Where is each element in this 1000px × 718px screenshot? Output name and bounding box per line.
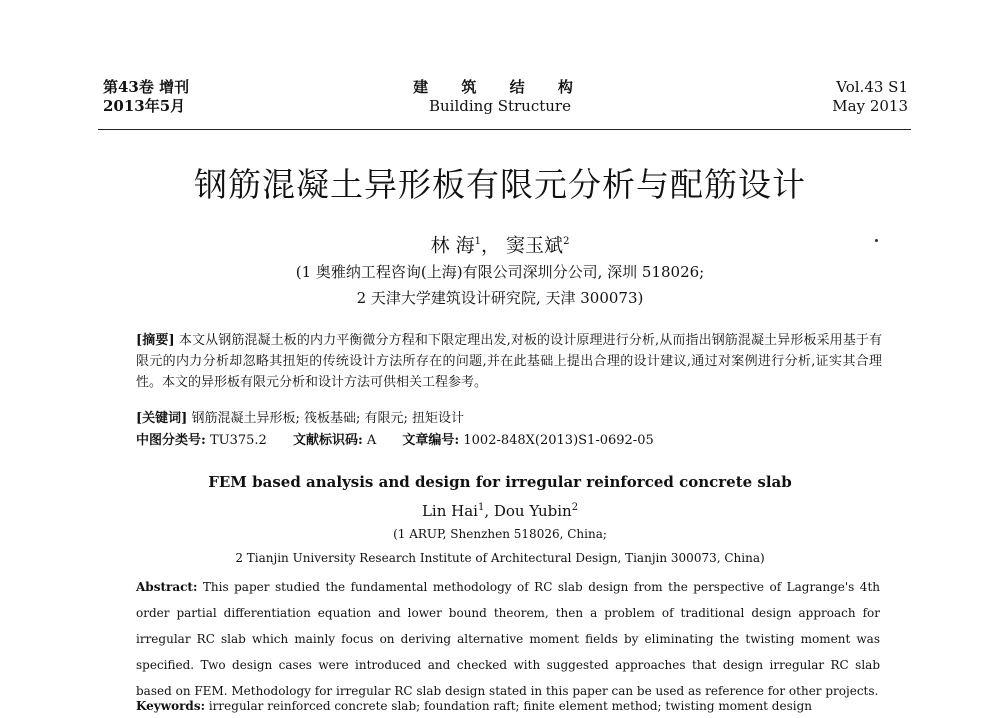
doc-code-label: 文献标识码: (292, 433, 363, 448)
abstract-cn (136, 330, 882, 393)
keywords-en-text: irregular reinforced concrete slab; foundation raft; finite element method; twisting moment design (208, 699, 812, 713)
author-2-affil-mark: 2 (563, 236, 570, 247)
author-2-cn: 窦玉斌 (506, 234, 564, 257)
abstract-en-text: This paper studied the fundamental methodology of RC slab design from the perspective of Lagrange's 4th order partial differentiation equation and lower bound theorem, then a problem of traditional design approach for irregular RC slab which mainly focus on deriving alternative moment fields by eliminating the twisting moment was specified. Two design cases were introduced and checked with suggested approaches that design irregular RC slab based on FEM. Methodology for irregular RC slab design stated in this paper can be used as reference for other projects. (136, 580, 880, 698)
author-1-cn: 林 海 (430, 234, 475, 257)
date-en-line: May 2013 (832, 97, 908, 115)
journal-volume-en (832, 78, 908, 116)
paper-title-en: FEM based analysis and design for irregular reinforced concrete slab (208, 473, 792, 491)
journal-name-cn: 建 筑 结 构 (413, 78, 587, 96)
clc-value: TU375.2 (209, 433, 267, 448)
author-1-affil-mark: 1 (474, 236, 481, 247)
classification-line (136, 430, 882, 451)
date-line: 2013年5月 (103, 97, 186, 115)
author-en-separator: , (484, 502, 494, 520)
header-rule (98, 129, 911, 130)
keywords-cn (136, 408, 882, 429)
abstract-cn-label: [摘要] (136, 333, 175, 348)
clc-label: 中图分类号: (136, 433, 206, 448)
abstract-cn-text: 本文从钢筋混凝土板的内力平衡微分方程和下限定理出发,对板的设计原理进行分析,从而指出钢筋混凝土异形板采用基于有限元的内力分析却忽略其扭矩的传统设计方法所存在的问题,并在此基础上提出合理的设计建议,通过对案例进行分析,证实其合理性。本文的异形板有限元分析和设计方法可供相关工程参考。 (136, 333, 883, 390)
volume-en-line: Vol.43 S1 (836, 78, 908, 96)
doc-code-value: A (366, 433, 377, 448)
author-separator: ， (480, 234, 500, 257)
keywords-cn-text: 钢筋混凝土异形板; 筏板基础; 有限元; 扭矩设计 (191, 411, 464, 426)
author-2-en-affil-mark: 2 (571, 502, 579, 513)
scan-dot (875, 239, 878, 242)
volume-line: 第43卷 增刊 (103, 78, 190, 96)
affiliation-en-1: (1 ARUP, Shenzhen 518026, China; (393, 527, 607, 541)
authors-cn (0, 230, 1000, 257)
article-number-label: 文章编号: (402, 433, 460, 448)
keywords-cn-label: [关键词] (136, 411, 188, 426)
affiliation-cn-1: (1 奥雅纳工程咨询(上海)有限公司深圳分公司, 深圳 518026; (295, 263, 705, 281)
journal-name-en: Building Structure (429, 97, 571, 115)
author-1-en: Lin Hai (421, 502, 478, 520)
affiliation-cn-2: 2 天津大学建筑设计研究院, 天津 300073) (356, 289, 644, 307)
article-number-value: 1002-848X(2013)S1-0692-05 (463, 433, 654, 448)
authors-en (0, 498, 1000, 521)
affiliation-en-2: 2 Tianjin University Research Institute of Architectural Design, Tianjin 300073, China) (235, 551, 765, 565)
paper-title-cn: 钢筋混凝土异形板有限元分析与配筋设计 (194, 165, 806, 204)
keywords-en (136, 696, 880, 716)
abstract-en-label: Abstract: (136, 580, 198, 594)
author-2-en: Dou Yubin (493, 502, 572, 520)
author-1-en-affil-mark: 1 (477, 502, 485, 513)
keywords-en-label: Keywords: (136, 699, 206, 713)
abstract-en (136, 574, 880, 704)
